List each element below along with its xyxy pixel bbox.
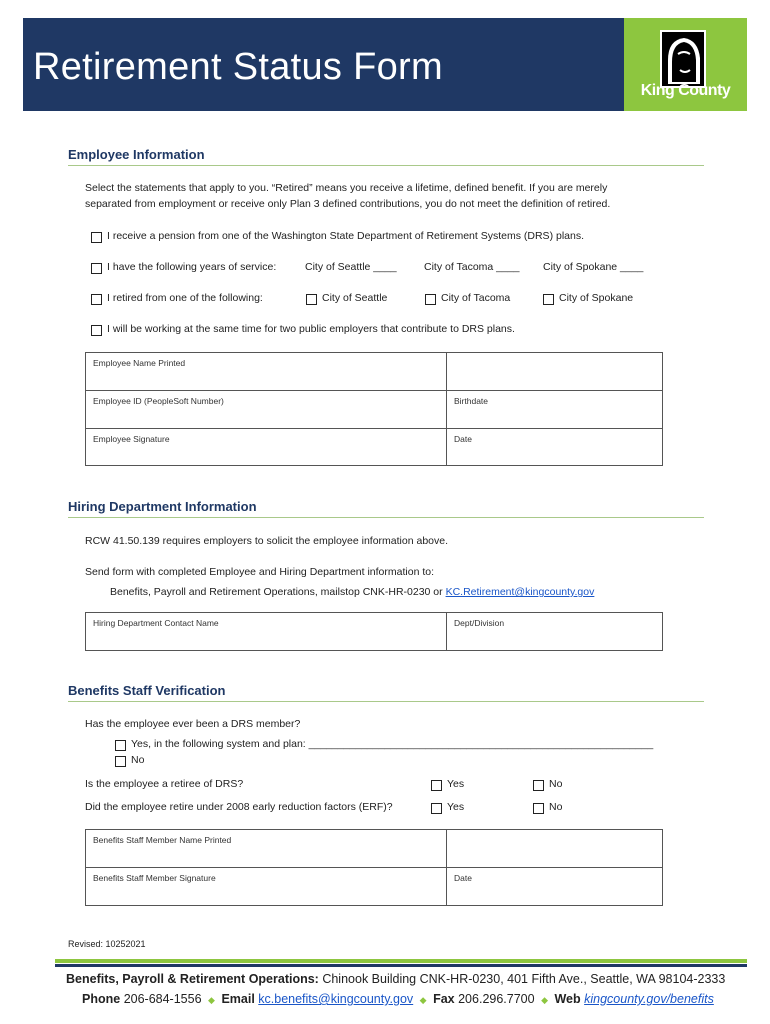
footer-email-link[interactable]: kc.benefits@kingcounty.gov	[258, 992, 414, 1006]
hiring-fields-table	[85, 612, 663, 651]
member-no-checkbox[interactable]	[115, 756, 126, 767]
employee-name-label: Employee Name Printed	[93, 358, 186, 368]
retired-tacoma-label: City of Tacoma	[441, 292, 511, 304]
footer-phone: 206-684-1556	[123, 992, 202, 1006]
employee-id-cell[interactable]	[86, 391, 447, 429]
employee-name-cell[interactable]	[86, 353, 447, 391]
diamond-icon: ◆	[419, 995, 427, 1005]
retirement-email-link[interactable]: KC.Retirement@kingcounty.gov	[445, 586, 595, 598]
drs-member-question: Has the employee ever been a DRS member?	[85, 718, 301, 730]
years-service-checkbox[interactable]	[91, 263, 102, 274]
employee-date-cell[interactable]	[447, 429, 663, 466]
revised-date: Revised: 10252021	[68, 939, 146, 949]
erf-no-checkbox[interactable]	[533, 803, 544, 814]
rcw-text: RCW 41.50.139 requires employers to solicit the employee information above.	[85, 535, 449, 547]
hiring-contact-cell[interactable]	[86, 613, 447, 651]
hiring-section-title: Hiring Department Information	[68, 499, 257, 514]
footer-address-line	[66, 972, 725, 986]
birthdate-label: Birthdate	[454, 396, 489, 406]
footer-org: Benefits, Payroll & Retirement Operations:	[66, 972, 319, 986]
employee-section-title: Employee Information	[68, 147, 205, 162]
retiree-yes-label: Yes	[447, 778, 465, 790]
staff-date-label: Date	[454, 873, 472, 883]
employee-date-label: Date	[454, 434, 472, 444]
footer-contact-line	[82, 992, 714, 1006]
hiring-contact-label: Hiring Department Contact Name	[93, 618, 219, 628]
retired-from-checkbox[interactable]	[91, 294, 102, 305]
erf-no-label: No	[549, 801, 563, 813]
staff-date-cell[interactable]	[447, 868, 663, 906]
mail-instructions	[110, 586, 594, 598]
hiring-section-rule	[68, 517, 704, 518]
employee-section-rule	[68, 165, 704, 166]
send-form-text: Send form with completed Employee and Hiring Department information to:	[85, 566, 435, 578]
page-title: Retirement Status Form	[33, 46, 443, 88]
footer-address: Chinook Building CNK-HR-0230, 401 Fifth Ave., Seattle, WA 98104-2333	[322, 972, 726, 986]
diamond-icon: ◆	[208, 995, 215, 1005]
staff-name-cell[interactable]	[86, 830, 447, 868]
footer-fax-label: Fax	[433, 992, 455, 1006]
staff-signature-label: Benefits Staff Member Signature	[93, 873, 216, 883]
retiree-no-label: No	[549, 778, 563, 790]
erf-yes-label: Yes	[447, 801, 465, 813]
diamond-icon: ◆	[541, 995, 548, 1005]
years-service-label: I have the following years of service:	[107, 261, 277, 273]
member-yes-checkbox[interactable]	[115, 740, 126, 751]
drs-retiree-question: Is the employee a retiree of DRS?	[85, 778, 244, 790]
retired-spokane-checkbox[interactable]	[543, 294, 554, 305]
retiree-no-checkbox[interactable]	[533, 780, 544, 791]
years-tacoma-field[interactable]: City of Tacoma ____	[424, 261, 520, 273]
king-county-logo	[624, 18, 747, 111]
footer-phone-label: Phone	[82, 992, 121, 1006]
employee-signature-label: Employee Signature	[93, 434, 170, 444]
mailstop-text: Benefits, Payroll and Retirement Operations, mailstop CNK-HR-0230 or	[110, 586, 443, 598]
footer-rule-green	[55, 959, 747, 963]
retired-from-label: I retired from one of the following:	[107, 292, 263, 304]
birthdate-cell[interactable]	[447, 391, 663, 429]
member-yes-label: Yes, in the following system and plan: ___________________________________________________________	[131, 738, 654, 750]
employee-intro-line1: Select the statements that apply to you. “Retired” means you receive a lifetime, defined benefit. If you are merely	[85, 182, 608, 194]
footer-rule-navy	[55, 964, 747, 967]
footer-fax: 206.296.7700	[458, 992, 535, 1006]
logo-text: King County	[640, 82, 731, 99]
staff-signature-cell[interactable]	[86, 868, 447, 906]
king-silhouette-icon	[660, 30, 706, 88]
dept-division-label: Dept/Division	[454, 618, 505, 628]
benefits-fields-table	[85, 829, 663, 906]
retiree-yes-checkbox[interactable]	[431, 780, 442, 791]
years-seattle-field[interactable]: City of Seattle ____	[305, 261, 397, 273]
member-no-label: No	[131, 754, 145, 766]
employee-fields-table	[85, 352, 663, 466]
footer-email-label: Email	[221, 992, 255, 1006]
employee-signature-cell[interactable]	[86, 429, 447, 466]
two-employers-label: I will be working at the same time for two public employers that contribute to DRS plans.	[107, 323, 515, 335]
benefits-section-title: Benefits Staff Verification	[68, 683, 226, 698]
employee-intro-line2: separated from employment or receive only Plan 3 defined contributions, you do not meet the definition of retired.	[85, 198, 611, 210]
staff-name-cell-right[interactable]	[447, 830, 663, 868]
years-spokane-field[interactable]: City of Spokane ____	[543, 261, 644, 273]
retired-seattle-label: City of Seattle	[322, 292, 388, 304]
erf-yes-checkbox[interactable]	[431, 803, 442, 814]
footer-web-link[interactable]: kingcounty.gov/benefits	[584, 992, 714, 1006]
employee-name-cell-right[interactable]	[447, 353, 663, 391]
erf-question: Did the employee retire under 2008 early reduction factors (ERF)?	[85, 801, 393, 813]
retired-seattle-checkbox[interactable]	[306, 294, 317, 305]
two-employers-checkbox[interactable]	[91, 325, 102, 336]
retired-tacoma-checkbox[interactable]	[425, 294, 436, 305]
pension-label: I receive a pension from one of the Washington State Department of Retirement Systems (DRS) plans.	[107, 230, 584, 242]
employee-id-label: Employee ID (PeopleSoft Number)	[93, 396, 224, 406]
staff-name-label: Benefits Staff Member Name Printed	[93, 835, 232, 845]
footer-web-label: Web	[554, 992, 581, 1006]
benefits-section-rule	[68, 701, 704, 702]
dept-division-cell[interactable]	[447, 613, 663, 651]
retired-spokane-label: City of Spokane	[559, 292, 634, 304]
pension-checkbox[interactable]	[91, 232, 102, 243]
